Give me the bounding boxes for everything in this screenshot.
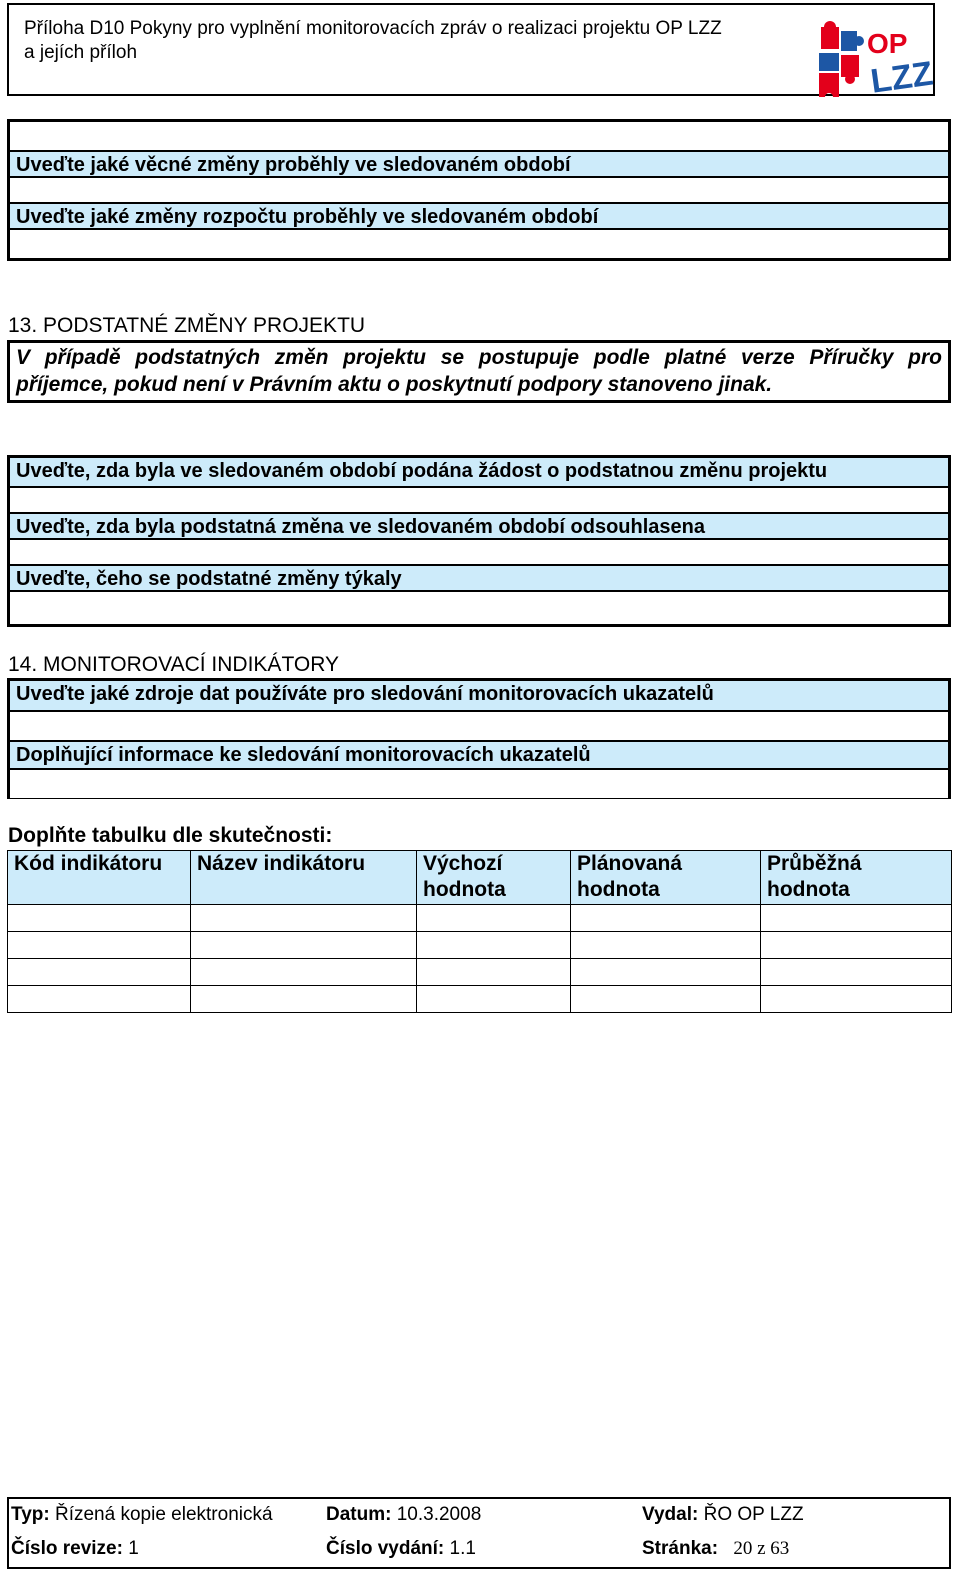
table-row [8, 905, 952, 932]
footer-date-value: 10.3.2008 [396, 1504, 482, 1525]
table-cell[interactable] [8, 986, 191, 1013]
footer-edition-value: 1.1 [449, 1538, 476, 1559]
footer-revision-label: Číslo revize: [11, 1538, 123, 1559]
document-footer [7, 1497, 951, 1569]
footer-type [11, 1504, 273, 1526]
data-sources-label: Uveďte jaké zdroje dat používáte pro sledování monitorovacích ukazatelů [10, 681, 948, 712]
change-subject-label: Uveďte, čeho se podstatné změny týkaly [10, 564, 948, 592]
footer-edition [326, 1538, 476, 1560]
table-cell[interactable] [571, 932, 761, 959]
empty-row [10, 122, 948, 150]
factual-changes-field[interactable] [10, 178, 948, 202]
table-cell[interactable] [571, 905, 761, 932]
footer-revision-value: 1 [128, 1538, 139, 1559]
svg-text:OP: OP [867, 28, 908, 59]
table-cell[interactable] [761, 986, 952, 1013]
footer-issuer-label: Vydal: [642, 1504, 699, 1525]
footer-revision [11, 1538, 139, 1560]
table-cell[interactable] [417, 986, 571, 1013]
table-cell[interactable] [761, 932, 952, 959]
change-approved-label: Uveďte, zda byla podstatná změna ve sledovaném období odsouhlasena [10, 512, 948, 540]
indicators-table [7, 850, 952, 1013]
column-header: Průběžná hodnota [761, 851, 952, 905]
table-cell[interactable] [191, 959, 417, 986]
table-cell[interactable] [191, 905, 417, 932]
change-request-field[interactable] [10, 488, 948, 512]
indicators-box [7, 678, 951, 799]
document-header [7, 3, 936, 101]
footer-page [642, 1538, 789, 1560]
column-header: Kód indikátoru [8, 851, 191, 905]
footer-type-label: Typ: [11, 1504, 50, 1525]
column-header: Název indikátoru [191, 851, 417, 905]
table-cell[interactable] [191, 986, 417, 1013]
table-cell[interactable] [417, 959, 571, 986]
table-row [8, 959, 952, 986]
column-header: Výchozí hodnota [417, 851, 571, 905]
section-13-title: 13. PODSTATNÉ ZMĚNY PROJEKTU [8, 314, 366, 337]
table-cell[interactable] [8, 959, 191, 986]
document-title-line1: Příloha D10 Pokyny pro vyplnění monitorovacích zpráv o realizaci projektu OP LZZ [24, 18, 722, 39]
table-cell[interactable] [571, 986, 761, 1013]
table-cell[interactable] [761, 905, 952, 932]
factual-changes-label: Uveďte jaké věcné změny proběhly ve sledovaném období [10, 150, 948, 178]
change-request-label: Uveďte, zda byla ve sledovaném období podána žádost o podstatnou změnu projektu [10, 458, 948, 488]
footer-type-value: Řízená kopie elektronická [54, 1504, 273, 1525]
budget-changes-field[interactable] [10, 230, 948, 258]
budget-changes-label: Uveďte jaké změny rozpočtu proběhly ve sledovaném období [10, 202, 948, 230]
column-header: Plánovaná hodnota [571, 851, 761, 905]
table-cell[interactable] [8, 932, 191, 959]
table-cell[interactable] [191, 932, 417, 959]
additional-info-label: Doplňující informace ke sledování monitorovacích ukazatelů [10, 740, 948, 770]
table-cell[interactable] [417, 932, 571, 959]
table-row [8, 932, 952, 959]
substantial-changes-box [7, 455, 951, 627]
footer-date-label: Datum: [326, 1504, 392, 1525]
footer-page-label: Stránka: [642, 1538, 719, 1559]
footer-issuer-value: ŘO OP LZZ [703, 1504, 804, 1525]
footer-issuer [642, 1504, 804, 1526]
section-14-title: 14. MONITOROVACÍ INDIKÁTORY [8, 653, 340, 676]
table-cell[interactable] [417, 905, 571, 932]
footer-date [326, 1504, 481, 1526]
section-13-note: V případě podstatných změn projektu se postupuje podle platné verze Příručky pro příjemce, pokud není v Právním aktu o poskytnutí podpory stanoveno jinak. [7, 340, 951, 403]
document-title [24, 17, 722, 65]
change-approved-field[interactable] [10, 540, 948, 564]
data-sources-field[interactable] [10, 712, 948, 740]
table-cell[interactable] [8, 905, 191, 932]
project-changes-box [7, 119, 951, 261]
svg-text:LZZ: LZZ [868, 54, 936, 101]
op-lzz-logo [815, 21, 936, 101]
table-cell[interactable] [761, 959, 952, 986]
table-heading: Doplňte tabulku dle skutečnosti: [8, 824, 333, 847]
change-subject-field[interactable] [10, 592, 948, 620]
document-title-line2: a jejích příloh [24, 42, 138, 63]
table-header-row [8, 851, 952, 905]
footer-page-value: 20 z 63 [733, 1538, 790, 1559]
table-cell[interactable] [571, 959, 761, 986]
additional-info-field[interactable] [10, 770, 948, 798]
table-row [8, 986, 952, 1013]
footer-edition-label: Číslo vydání: [326, 1538, 445, 1559]
